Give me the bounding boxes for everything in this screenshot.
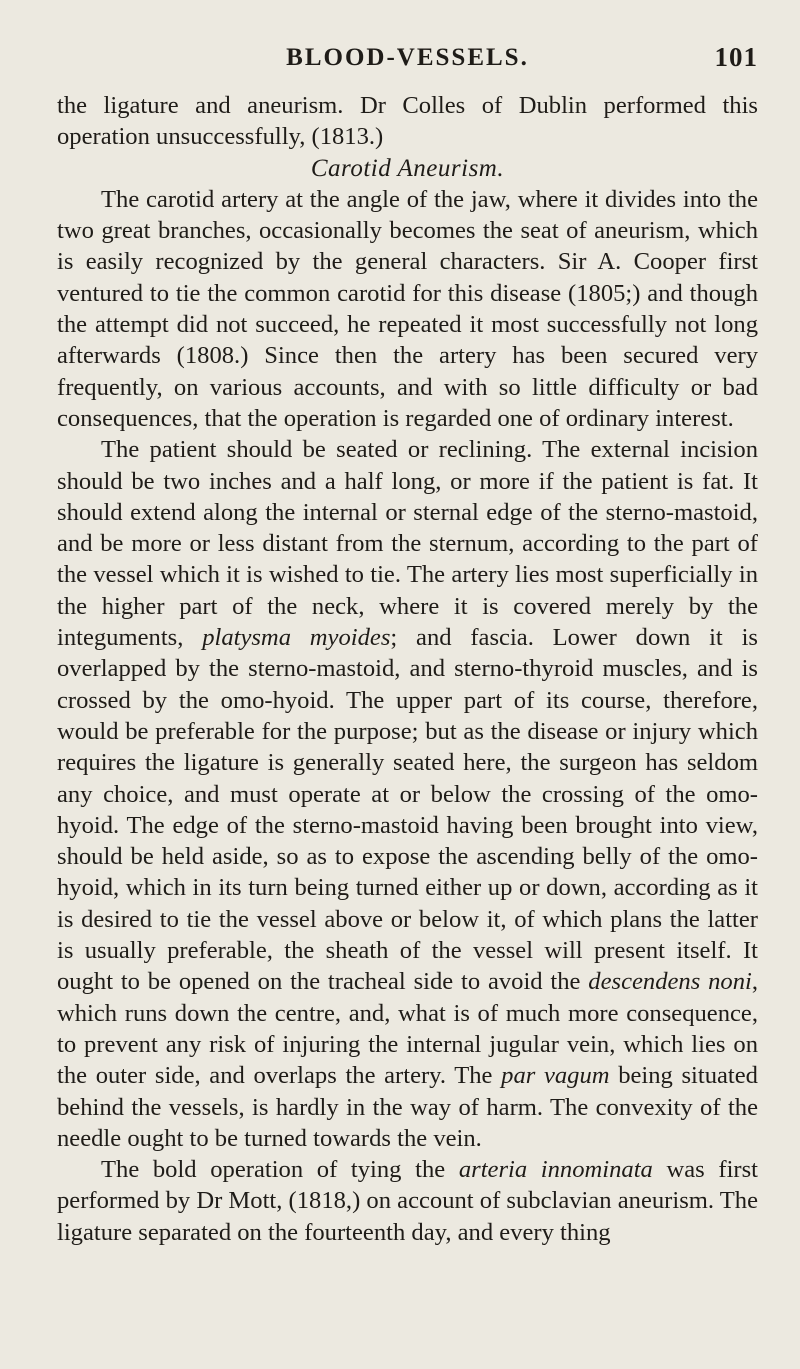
text-run: The patient should be seated or reclining. The external incision should be two inches and a half long, or more if the patient is fat. It should extend along the internal or sternal edge of the sterno-mastoid, and be more or less distant from the sternum, according to the part of the vessel which it is wished to tie. The artery lies most superficially in the higher part of the neck, where it is covered merely by the integuments, bbox=[57, 436, 758, 652]
running-title: BLOOD-VESSELS. bbox=[286, 44, 529, 71]
paragraph-continuation: the ligature and aneurism. Dr Colles of Dublin performed this operation unsuccessfully, (1813.) bbox=[57, 92, 758, 151]
italic-term: par vagum bbox=[501, 1062, 610, 1090]
paragraph-carotid-intro: The carotid artery at the angle of the jaw, where it divides into the two great branches, occasionally becomes the seat of aneurism, which is easily recognized by the general characters. Sir A. Cooper first ventured to tie the common carotid for this disease (1805;) and though the attempt did not succeed, he repeated it most successfully not long afterwards (1808.) Since then the artery has been secured very frequently, on various accounts, and with so little difficulty or bad consequences, that the operation is regarded one of ordinary interest. bbox=[57, 185, 758, 432]
text-run: ; and fascia. Lower down it is overlapped by the sterno-mastoid, and sterno-thyroid muscles, and is crossed by the omo-hyoid. The upper part of its course, therefore, would be preferable for the purpose; but as the disease or injury which requires the ligature is generally seated here, the surgeon has seldom any choice, and must operate at or below the crossing of the omo-hyoid. The edge of the sterno-mastoid having been brought into view, should be held aside, so as to expose the ascending belly of the omo-hyoid, which in its turn being turned either up or down, according as it is desired to tie the vessel above or below it, of which plans the latter is usually preferable, the sheath of the vessel will present itself. It ought to be opened on the tracheal side to avoid the bbox=[57, 624, 758, 996]
text-run: The bold operation of tying the bbox=[101, 1156, 446, 1184]
italic-term: descendens noni bbox=[588, 968, 752, 996]
section-heading: Carotid Aneurism. bbox=[310, 154, 505, 182]
page-number: 101 bbox=[714, 42, 758, 72]
paragraph-innominata bbox=[57, 1154, 758, 1248]
body-text bbox=[57, 90, 758, 1248]
paragraph-operation-procedure bbox=[57, 434, 758, 1154]
running-head bbox=[57, 0, 758, 90]
text-run: , which runs down the centre, and, what is of much more consequence, to prevent any risk of injuring the internal jugular vein, which lies on the outer side, and overlaps the artery. The bbox=[57, 968, 758, 1090]
italic-term: platysma myoides bbox=[202, 624, 391, 652]
text-run: being situated behind the vessels, is hardly in the way of harm. The convexity of the needle ought to be turned towards the vein. bbox=[57, 1062, 758, 1152]
text-run: was first performed by Dr Mott, (1818,) on account of subclavian aneurism. The ligature separated on the fourteenth day, and every thing bbox=[57, 1156, 759, 1246]
italic-term: arteria innominata bbox=[458, 1156, 653, 1184]
